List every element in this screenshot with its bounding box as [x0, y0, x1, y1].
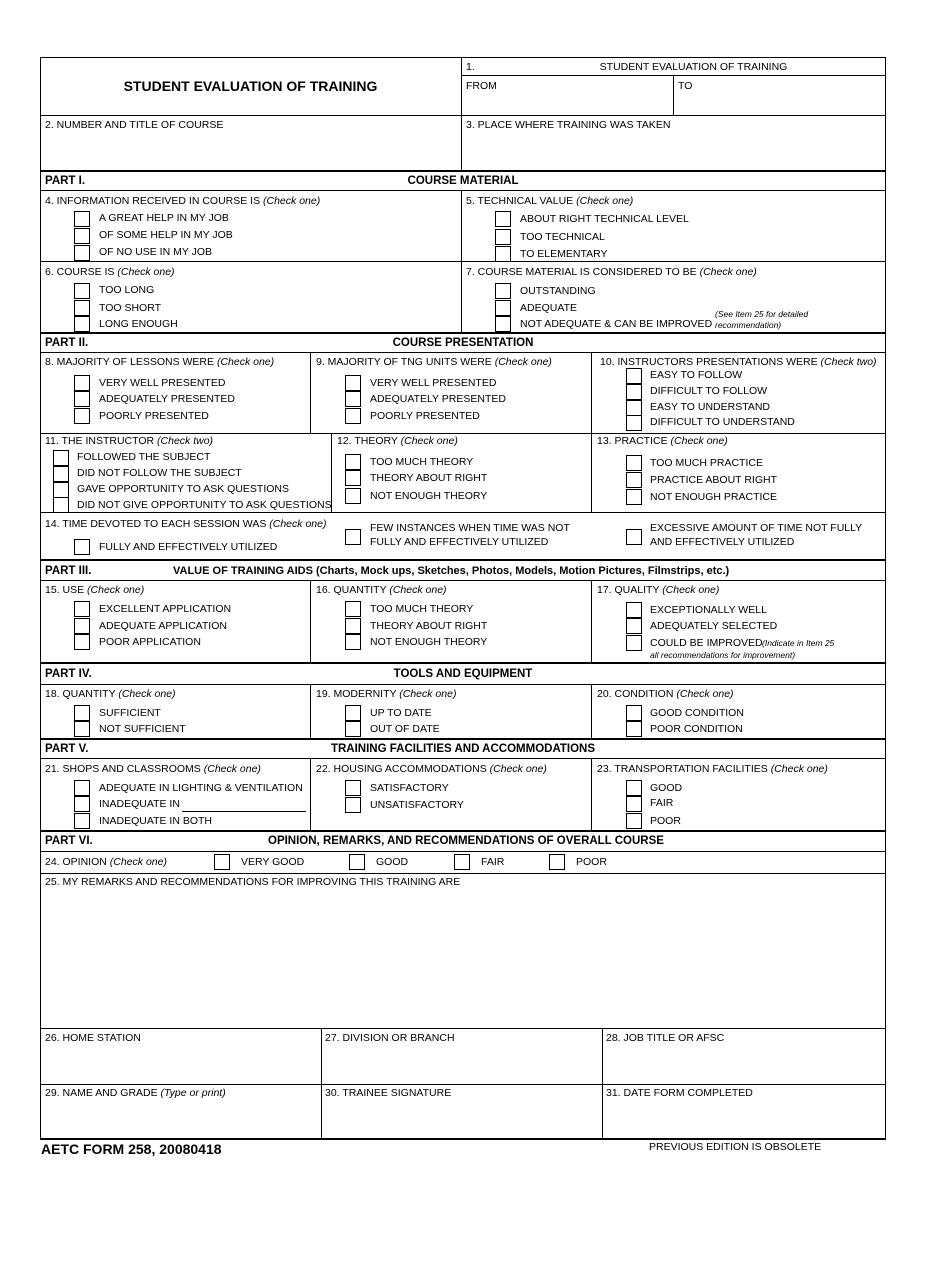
item23-option: POOR [650, 815, 681, 827]
item5-option: ABOUT RIGHT TECHNICAL LEVEL [520, 213, 689, 225]
item16-checkbox-2[interactable] [345, 618, 361, 634]
item4-checkbox-2[interactable] [74, 228, 90, 244]
item18-label: 18. QUANTITY (Check one) [45, 688, 176, 700]
course-title-label: 2. NUMBER AND TITLE OF COURSE [45, 119, 224, 131]
item18-option: SUFFICIENT [99, 707, 161, 719]
item7-note-1: (See Item 25 for detailed [715, 309, 809, 319]
item8-checkbox-3[interactable] [74, 408, 90, 424]
item6-option: TOO LONG [99, 284, 155, 296]
item20-option: POOR CONDITION [650, 723, 743, 735]
item11-checkbox-1[interactable] [53, 450, 69, 466]
item22-checkbox-2[interactable] [345, 797, 361, 813]
item16-option: TOO MUCH THEORY [370, 603, 474, 615]
item11-option: DID NOT FOLLOW THE SUBJECT [77, 467, 242, 479]
item18-checkbox-1[interactable] [74, 705, 90, 721]
item11-checkbox-2[interactable] [53, 466, 69, 482]
item13-checkbox-2[interactable] [626, 472, 642, 488]
item13-option: TOO MUCH PRACTICE [650, 457, 763, 469]
part4-label: PART IV. [45, 668, 92, 680]
item16-checkbox-1[interactable] [345, 601, 361, 617]
item14-checkbox-2[interactable] [345, 529, 361, 545]
item13-option: NOT ENOUGH PRACTICE [650, 491, 777, 503]
item26-label: 26. HOME STATION [45, 1032, 141, 1044]
item31-label: 31. DATE FORM COMPLETED [606, 1087, 753, 1099]
to-date-field[interactable] [676, 93, 882, 113]
item4-checkbox-3[interactable] [74, 245, 90, 261]
item12-checkbox-1[interactable] [345, 454, 361, 470]
item10-option: EASY TO UNDERSTAND [650, 401, 771, 413]
item19-option: UP TO DATE [370, 707, 432, 719]
division-field[interactable] [325, 1046, 599, 1081]
item13-option: PRACTICE ABOUT RIGHT [650, 474, 777, 486]
item21-option: ADEQUATE IN LIGHTING & VENTILATION [99, 782, 303, 794]
item9-checkbox-3[interactable] [345, 408, 361, 424]
item8-option: VERY WELL PRESENTED [99, 377, 226, 389]
place-label: 3. PLACE WHERE TRAINING WAS TAKEN [466, 119, 671, 131]
item14-option-2b: FULLY AND EFFECTIVELY UTILIZED [370, 536, 549, 548]
item7-note-2: recommendation) [715, 320, 782, 330]
item20-label: 20. CONDITION (Check one) [597, 688, 734, 700]
item8-checkbox-2[interactable] [74, 391, 90, 407]
item10-checkbox-4[interactable] [626, 415, 642, 431]
item8-checkbox-1[interactable] [74, 375, 90, 391]
item22-checkbox-1[interactable] [345, 780, 361, 796]
item17-checkbox-3[interactable] [626, 635, 642, 651]
item18-checkbox-2[interactable] [74, 721, 90, 737]
part3-title: VALUE OF TRAINING AIDS (Charts, Mock ups, Sketches, Photos, Models, Motion Pictures, Filmstrips, etc.) [173, 565, 730, 577]
part1-title: COURSE MATERIAL [407, 175, 519, 187]
item11-option: DID NOT GIVE OPPORTUNITY TO ASK QUESTIONS [77, 499, 332, 511]
place-field[interactable] [465, 133, 883, 168]
opinion-poor-checkbox[interactable] [549, 854, 565, 870]
item16-option: NOT ENOUGH THEORY [370, 636, 488, 648]
box1-number: 1. [466, 61, 475, 73]
item23-option: FAIR [650, 797, 674, 809]
opinion-option: POOR [576, 856, 607, 868]
part5-label: PART V. [45, 743, 89, 755]
item4-option: A GREAT HELP IN MY JOB [99, 212, 229, 224]
inadequate-in-field[interactable] [182, 797, 306, 812]
item9-checkbox-2[interactable] [345, 391, 361, 407]
item13-checkbox-1[interactable] [626, 455, 642, 471]
from-date-field[interactable] [463, 93, 671, 113]
box1-title: STUDENT EVALUATION OF TRAINING [599, 61, 788, 73]
item15-checkbox-3[interactable] [74, 634, 90, 650]
item19-checkbox-1[interactable] [345, 705, 361, 721]
item5-checkbox-3[interactable] [495, 246, 511, 262]
remarks-field[interactable] [44, 892, 882, 1024]
form-id: AETC FORM 258, 20080418 [41, 1141, 222, 1157]
item17-note-1: (Indicate in Item 25 [762, 638, 835, 648]
item21-option: INADEQUATE IN [99, 798, 180, 810]
item14-label: 14. TIME DEVOTED TO EACH SESSION WAS (Check one) [45, 518, 327, 530]
job-title-field[interactable] [606, 1046, 882, 1081]
item14-option-1: FULLY AND EFFECTIVELY UTILIZED [99, 541, 278, 553]
item21-label: 21. SHOPS AND CLASSROOMS (Check one) [45, 763, 261, 775]
opinion-option: VERY GOOD [241, 856, 305, 868]
part2-title: COURSE PRESENTATION [392, 337, 534, 349]
item17-option: COULD BE IMPROVED [650, 637, 763, 649]
part6-label: PART VI. [45, 835, 93, 847]
opinion-good-checkbox[interactable] [349, 854, 365, 870]
item17-note-2: all recommendations for improvement) [650, 650, 796, 660]
item21-checkbox-2[interactable] [74, 796, 90, 812]
date-completed-field[interactable] [606, 1101, 882, 1136]
item11-option: FOLLOWED THE SUBJECT [77, 451, 211, 463]
item23-label: 23. TRANSPORTATION FACILITIES (Check one) [597, 763, 828, 775]
item4-option: OF SOME HELP IN MY JOB [99, 229, 233, 241]
item6-option: LONG ENOUGH [99, 318, 178, 330]
item20-checkbox-1[interactable] [626, 705, 642, 721]
item10-checkbox-2[interactable] [626, 384, 642, 400]
item19-label: 19. MODERNITY (Check one) [316, 688, 457, 700]
item23-checkbox-3[interactable] [626, 813, 642, 829]
item19-option: OUT OF DATE [370, 723, 440, 735]
from-label: FROM [466, 80, 497, 92]
item23-checkbox-1[interactable] [626, 780, 642, 796]
item25-label: 25. MY REMARKS AND RECOMMENDATIONS FOR IMPROVING THIS TRAINING ARE [45, 876, 461, 888]
item22-option: SATISFACTORY [370, 782, 449, 794]
item15-option: POOR APPLICATION [99, 636, 201, 648]
item14-option-2a: FEW INSTANCES WHEN TIME WAS NOT [370, 522, 570, 534]
item12-checkbox-3[interactable] [345, 488, 361, 504]
item19-checkbox-2[interactable] [345, 721, 361, 737]
item15-option: ADEQUATE APPLICATION [99, 620, 227, 632]
item15-checkbox-2[interactable] [74, 618, 90, 634]
item23-option: GOOD [650, 782, 683, 794]
item6-checkbox-2[interactable] [74, 300, 90, 316]
item16-checkbox-3[interactable] [345, 634, 361, 650]
item12-option: NOT ENOUGH THEORY [370, 490, 488, 502]
item27-label: 27. DIVISION OR BRANCH [325, 1032, 455, 1044]
item15-label: 15. USE (Check one) [45, 584, 145, 596]
item5-option: TO ELEMENTARY [520, 248, 608, 260]
item20-option: GOOD CONDITION [650, 707, 744, 719]
part1-label: PART I. [45, 175, 86, 187]
item11-checkbox-3[interactable] [53, 482, 69, 498]
item6-option: TOO SHORT [99, 302, 162, 314]
item29-label: 29. NAME AND GRADE (Type or print) [45, 1087, 226, 1099]
part5-title: TRAINING FACILITIES AND ACCOMMODATIONS [330, 743, 596, 755]
item8-label: 8. MAJORITY OF LESSONS WERE (Check one) [45, 356, 275, 368]
item10-option: DIFFICULT TO FOLLOW [650, 385, 768, 397]
item8-option: POORLY PRESENTED [99, 410, 209, 422]
item13-label: 13. PRACTICE (Check one) [597, 435, 728, 447]
signature-field[interactable] [325, 1101, 599, 1136]
item9-option: VERY WELL PRESENTED [370, 377, 497, 389]
opinion-option: FAIR [481, 856, 505, 868]
to-label: TO [678, 80, 693, 92]
opinion-very-good-checkbox[interactable] [214, 854, 230, 870]
home-station-field[interactable] [44, 1046, 318, 1081]
item5-checkbox-2[interactable] [495, 229, 511, 245]
item5-option: TOO TECHNICAL [520, 231, 605, 243]
item4-checkbox-1[interactable] [74, 211, 90, 227]
item4-label: 4. INFORMATION RECEIVED IN COURSE IS (Check one) [45, 195, 321, 207]
item9-option: POORLY PRESENTED [370, 410, 480, 422]
item12-option: THEORY ABOUT RIGHT [370, 472, 488, 484]
item9-label: 9. MAJORITY OF TNG UNITS WERE (Check one) [316, 356, 552, 368]
item15-checkbox-1[interactable] [74, 601, 90, 617]
opinion-option: GOOD [376, 856, 409, 868]
item6-checkbox-3[interactable] [74, 316, 90, 332]
item16-option: THEORY ABOUT RIGHT [370, 620, 488, 632]
item10-option: EASY TO FOLLOW [650, 369, 743, 381]
item23-checkbox-2[interactable] [626, 796, 642, 812]
item12-label: 12. THEORY (Check one) [337, 435, 458, 447]
item17-checkbox-2[interactable] [626, 618, 642, 634]
item6-checkbox-1[interactable] [74, 283, 90, 299]
item5-label: 5. TECHNICAL VALUE (Check one) [466, 195, 634, 207]
item6-label: 6. COURSE IS (Check one) [45, 266, 175, 278]
part6-title: OPINION, REMARKS, AND RECOMMENDATIONS OF OVERALL COURSE [268, 835, 664, 847]
obsolete-note: PREVIOUS EDITION IS OBSOLETE [649, 1141, 822, 1153]
item11-checkbox-4[interactable] [53, 497, 69, 513]
item24-label: 24. OPINION (Check one) [45, 856, 167, 868]
item7-option: OUTSTANDING [520, 285, 596, 297]
item10-checkbox-3[interactable] [626, 400, 642, 416]
course-title-field[interactable] [44, 133, 458, 168]
item9-checkbox-1[interactable] [345, 375, 361, 391]
part4-title: TOOLS AND EQUIPMENT [393, 668, 533, 680]
item4-option: OF NO USE IN MY JOB [99, 246, 212, 258]
item12-checkbox-2[interactable] [345, 470, 361, 486]
item21-checkbox-1[interactable] [74, 780, 90, 796]
item7-checkbox-3[interactable] [495, 316, 511, 332]
item28-label: 28. JOB TITLE OR AFSC [606, 1032, 725, 1044]
item14-option-3b: AND EFFECTIVELY UTILIZED [650, 536, 795, 548]
item13-checkbox-3[interactable] [626, 489, 642, 505]
item18-option: NOT SUFFICIENT [99, 723, 186, 735]
item7-option: ADEQUATE [520, 302, 577, 314]
item11-label: 11. THE INSTRUCTOR (Check two) [45, 435, 214, 447]
item5-checkbox-1[interactable] [495, 211, 511, 227]
item15-option: EXCELLENT APPLICATION [99, 603, 232, 615]
item17-checkbox-1[interactable] [626, 602, 642, 618]
item10-option: DIFFICULT TO UNDERSTAND [650, 416, 795, 428]
item20-checkbox-2[interactable] [626, 721, 642, 737]
name-grade-field[interactable] [44, 1101, 318, 1136]
form-title: STUDENT EVALUATION OF TRAINING [123, 78, 378, 94]
item7-label: 7. COURSE MATERIAL IS CONSIDERED TO BE (Check one) [466, 266, 757, 278]
part3-label: PART III. [45, 565, 92, 577]
item17-option: ADEQUATELY SELECTED [650, 620, 778, 632]
item21-option: INADEQUATE IN BOTH [99, 815, 212, 827]
item22-label: 22. HOUSING ACCOMMODATIONS (Check one) [316, 763, 547, 775]
opinion-fair-checkbox[interactable] [454, 854, 470, 870]
item11-option: GAVE OPPORTUNITY TO ASK QUESTIONS [77, 483, 289, 495]
item14-checkbox-1[interactable] [74, 539, 90, 555]
item7-checkbox-1[interactable] [495, 283, 511, 299]
item7-option: NOT ADEQUATE & CAN BE IMPROVED [520, 318, 713, 330]
item9-option: ADEQUATELY PRESENTED [370, 393, 506, 405]
part2-label: PART II. [45, 337, 89, 349]
item17-option: EXCEPTIONALLY WELL [650, 604, 767, 616]
item14-checkbox-3[interactable] [626, 529, 642, 545]
item8-option: ADEQUATELY PRESENTED [99, 393, 235, 405]
item14-option-3a: EXCESSIVE AMOUNT OF TIME NOT FULLY [650, 522, 863, 534]
item17-label: 17. QUALITY (Check one) [597, 584, 720, 596]
item21-checkbox-3[interactable] [74, 813, 90, 829]
item10-checkbox-1[interactable] [626, 368, 642, 384]
item22-option: UNSATISFACTORY [370, 799, 464, 811]
item10-label: 10. INSTRUCTORS PRESENTATIONS WERE (Check two) [600, 356, 877, 368]
item12-option: TOO MUCH THEORY [370, 456, 474, 468]
item30-label: 30. TRAINEE SIGNATURE [325, 1087, 452, 1099]
item16-label: 16. QUANTITY (Check one) [316, 584, 447, 596]
item7-checkbox-2[interactable] [495, 300, 511, 316]
